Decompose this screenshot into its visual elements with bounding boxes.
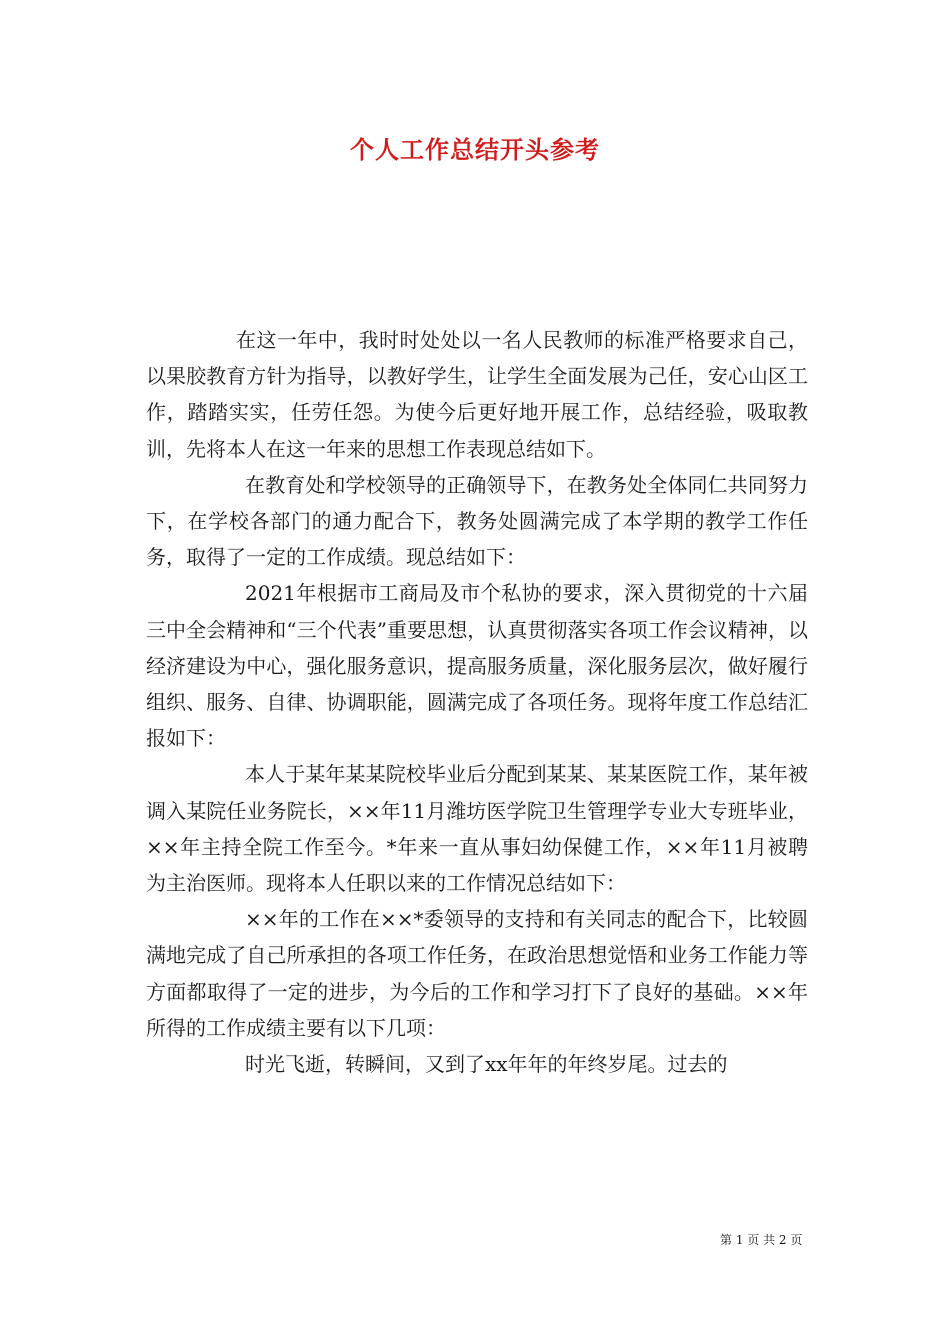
paragraph: 2021年根据市工商局及市个私协的要求，深入贯彻党的十六届三中全会精神和“三个代表”重要思想，认真贯彻落实各项工作会议精神，以经济建设为中心，强化服务意识，提高服务质量，深化服务层次，做好履行组织、服务、自律、协调职能，圆满完成了各项任务。现将年度工作总结汇报如下： — [146, 581, 808, 751]
paragraph: 本人于某年某某院校毕业后分配到某某、某某医院工作，某年被调入某院任业务院长，××年11月潍坊医学院卫生管理学专业大专班毕业，××年主持全院工作至今。*年来一直从事妇幼保健工作，××年11月被聘为主治医师。现将本人任职以来的工作情况总结如下： — [146, 762, 808, 896]
document-title: 个人工作总结开头参考 — [350, 135, 600, 164]
document-body — [146, 322, 808, 1082]
paragraph: 在教育处和学校领导的正确领导下，在教务处全体同仁共同努力下，在学校各部门的通力配合下，教务处圆满完成了本学期的教学工作任务，取得了一定的工作成绩。现总结如下： — [146, 472, 808, 570]
paragraph: 在这一年中，我时时处处以一名人民教师的标准严格要求自己，以果胶教育方针为指导，以教好学生，让学生全面发展为己任，安心山区工作，踏踏实实，任劳任怨。为使今后更好地开展工作，总结经验，吸取教训，先将本人在这一年来的思想工作表现总结如下。 — [146, 328, 808, 461]
paragraph: 时光飞逝，转瞬间，又到了xx年年的年终岁尾。过去的 — [245, 1052, 728, 1077]
page-number-footer: 第 1 页 共 2 页 — [720, 1233, 803, 1247]
paragraph: ××年的工作在××*委领导的支持和有关同志的配合下，比较圆满地完成了自己所承担的各项工作任务，在政治思想觉悟和业务工作能力等方面都取得了一定的进步，为今后的工作和学习打下了良好的基础。××年所得的工作成绩主要有以下几项： — [146, 907, 808, 1040]
